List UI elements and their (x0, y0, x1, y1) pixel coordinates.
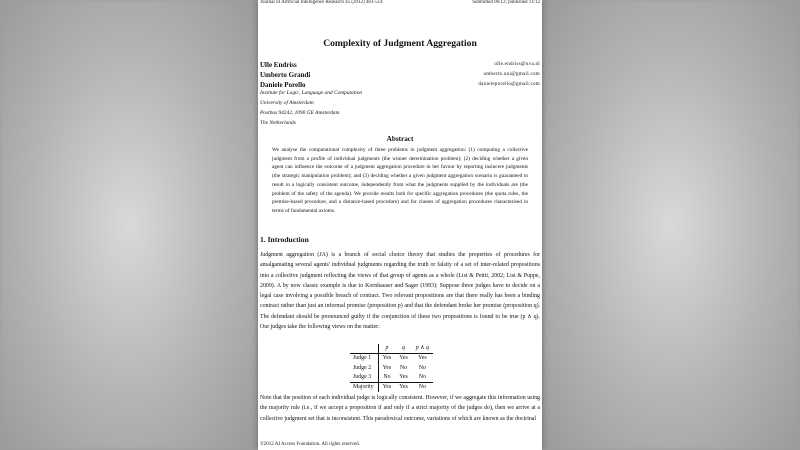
column-header: q (395, 344, 412, 354)
author-row (260, 70, 540, 80)
table-corner (350, 344, 378, 354)
table-header-row (350, 344, 433, 354)
table-cell: No (418, 373, 426, 380)
affiliation-line: University of Amsterdam (260, 100, 314, 106)
table-cell: Yes (382, 355, 392, 362)
section-heading: 1. Introduction (260, 235, 309, 244)
row-label: Judge 2 (350, 364, 378, 373)
paper-page (258, 0, 542, 450)
author-email[interactable]: ulle.endriss@uva.nl (494, 62, 540, 67)
table-row (350, 364, 433, 373)
author-name: Daniele Porello (260, 81, 306, 89)
discussion-paragraph: Note that the position of each individual judge is logically consistent. However, if we aggregate this information using the majority rule (i.e., if we accept a proposition if and only if a strict majority of the judges do), then we arrive at a collective judgment set that is inconsistent. This paradoxical outcome, variations of which are known as the doctrinal (260, 395, 540, 422)
author-name: Umberto Grandi (260, 71, 311, 79)
table-cell: No (418, 364, 426, 371)
affiliation-line: Postbus 94242, 1090 GE Amsterdam (260, 110, 340, 116)
table-cell: Yes (395, 383, 412, 393)
table-cell: No (383, 373, 391, 380)
submission-dates: Submitted 06/12; published 11/12 (472, 0, 540, 5)
table-cell: No (412, 383, 433, 393)
author-email[interactable]: danieleporello@gmail.com (478, 82, 540, 87)
affiliation-line: The Netherlands (260, 120, 296, 126)
intro-paragraph: Judgment aggregation (JA) is a branch of social choice theory that studies the properties of procedures for amalgamating several agents' individual judgments regarding the truth or falsity of a set of inter-related propositions into a collective judgment reflecting the views of that group of agents as a whole (List & Pettit, 2002; List & Puppe, 2009). A by now classic example is due to Kornhauser and Sager (1993): Suppose three judges have to decide on a legal case involving a possible breach of contract. Two relevant propositions are that there really has been a binding contract rather than just an informal promise (proposition p) and that the defendant broke her promise (proposition q). The defendant should be pronounced guilty if the conjunction of these two propositions is found to be true (p ∧ q). Our judges take the following views on the matter: (260, 252, 540, 331)
abstract-heading: Abstract (386, 135, 414, 143)
judges-table (350, 344, 433, 392)
journal-citation: Journal of Artificial Intelligence Research 45 (2012) 481-514 (260, 0, 383, 5)
column-header: p ∧ q (412, 344, 433, 354)
background-right (542, 0, 800, 450)
table-row (350, 354, 433, 364)
copyright-footer: ©2012 AI Access Foundation. All rights reserved. (260, 442, 360, 447)
author-row (260, 60, 540, 70)
table-cell: Yes (378, 383, 395, 393)
table-cell: Yes (399, 355, 408, 362)
background-left (0, 0, 258, 450)
affiliation (260, 88, 362, 128)
author-name: Ulle Endriss (260, 61, 297, 69)
paper-title: Complexity of Judgment Aggregation (323, 38, 477, 49)
row-label: Judge 3 (350, 373, 378, 383)
author-block (260, 60, 540, 90)
table-row (350, 373, 433, 383)
column-header: p (378, 344, 395, 354)
author-email[interactable]: umberto.uni@gmail.com (483, 72, 540, 77)
table-cell: Yes (399, 373, 408, 380)
table-cell: Yes (418, 355, 427, 362)
majority-row (350, 383, 433, 393)
row-label: Majority (350, 383, 378, 393)
running-head (260, 0, 540, 6)
table-cell: No (399, 364, 408, 371)
row-label: Judge 1 (350, 354, 378, 364)
table-cell: Yes (382, 364, 392, 371)
affiliation-line: Institute for Logic, Language and Computation (260, 90, 363, 96)
abstract-text: We analyse the computational complexity of three problems in judgment aggregation: (1) computing a collective judgment from a profile of individual judgments (the winner determination problem); (2) deciding whether a given agent can influence the outcome of a judgment aggregation procedure in her favour by reporting insincere judgments (the strategic manipulation problem); and (3) deciding whether a given judgment aggregation scenario is guaranteed to result in a logically consistent outcome, independently from what the judgments supplied by the individuals are (the problem of the safety of the agenda). We provide results both for specific aggregation procedures (the quota rules, the premise-based procedure, and a distance-based procedure) and for classes of aggregation procedures characterised in terms of fundamental axioms. (272, 147, 528, 214)
